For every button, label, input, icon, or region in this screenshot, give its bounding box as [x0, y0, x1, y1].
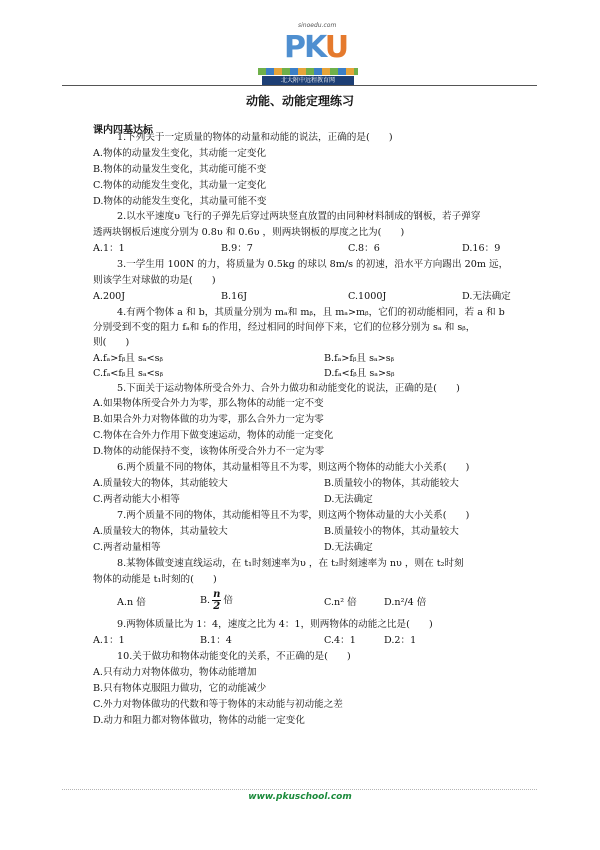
q9-option-c: C.4：1 [324, 635, 356, 646]
q3-stem-line2: 则该学生对球做的功是( ) [93, 275, 216, 286]
q6-stem: 6.两个质量不同的物体，其动量相等且不为零，则这两个物体的动能大小关系( ) [117, 462, 470, 473]
q2-stem-line2: 透两块钢板后速度分别为 0.8υ 和 0.6υ ，则两块钢板的厚度之比为( ) [93, 227, 405, 238]
q10-option-b: B.只有物体克服阻力做功，它的动能减少 [93, 683, 267, 694]
q6-option-c: C.两者动能大小相等 [93, 494, 180, 505]
q3-option-a: A.200J [93, 291, 126, 302]
q10-option-d: D.动力和阻力都对物体做功，物体的动能一定变化 [93, 715, 305, 726]
footer-divider [62, 789, 537, 790]
q9-option-d: D.2：1 [384, 635, 417, 646]
logo-org-name: 北大附中远程教育网 [262, 76, 354, 85]
q6-option-d: D.无法确定 [324, 494, 373, 505]
q9-stem: 9.两物体质量比为 1：4，速度之比为 4：1，则两物体的动能之比是( ) [117, 619, 433, 630]
q4-option-a: A.fₐ>fᵦ且 sₐ<sᵦ [93, 353, 164, 364]
q4-stem-line3: 则( ) [93, 337, 130, 348]
q6-option-b: B.质量较小的物体，其动能较大 [324, 478, 459, 489]
q1-option-b: B.物体的动量发生变化，其动能可能不变 [93, 164, 267, 175]
q8-stem-line1: 8.某物体做变速直线运动，在 t₁时刻速率为υ ，在 t₂时刻速率为 nυ ，则在 t₂时刻 [117, 558, 464, 569]
q3-option-d: D.无法确定 [462, 291, 511, 302]
q7-stem: 7.两个质量不同的物体，其动能相等且不为零，则这两个物体动量的大小关系( ) [117, 510, 470, 521]
q1-option-a: A.物体的动量发生变化，其动能一定变化 [93, 148, 267, 159]
q5-option-a: A.如果物体所受合外力为零，那么物体的动能一定不变 [93, 398, 324, 409]
q2-option-c: C.8：6 [348, 243, 380, 254]
q1-option-c: C.物体的动能发生变化，其动量一定变化 [93, 180, 267, 191]
q8-option-a: A.n 倍 [117, 597, 146, 608]
q4-option-b: B.fₐ>fᵦ且 sₐ>sᵦ [324, 353, 395, 364]
footer-url[interactable]: www.pkuschool.com [248, 792, 352, 802]
q10-stem: 10.关于做功和物体动能变化的关系，不正确的是( ) [117, 651, 351, 662]
q10-option-a: A.只有动力对物体做功，物体动能增加 [93, 667, 257, 678]
logo-site-text: sinoedu.com [298, 22, 337, 29]
q5-option-c: C.物体在合外力作用下做变速运动，物体的动能一定变化 [93, 430, 334, 441]
q5-option-d: D.物体的动能保持不变，该物体所受合外力不一定为零 [93, 446, 325, 457]
q8-stem-line2: 物体的动能是 t₁时刻的( ) [93, 574, 217, 585]
q2-stem-line1: 2.以水平速度υ 飞行的子弹先后穿过两块竖直放置的由同种材料制成的钢板，若子弹穿 [117, 211, 481, 222]
q8-option-d: D.n²/4 倍 [384, 597, 427, 608]
header-divider [62, 85, 537, 86]
q3-option-c: C.1000J [348, 291, 387, 302]
logo-mark: PKU [284, 30, 348, 65]
q9-option-b: B.1：4 [200, 635, 232, 646]
q1-stem: 1.下列关于一定质量的物体的动量和动能的说法，正确的是( ) [117, 132, 393, 143]
pku-logo [258, 22, 360, 84]
q2-option-d: D.16：9 [462, 243, 501, 254]
q4-option-c: C.fₐ<fᵦ且 sₐ<sᵦ [93, 368, 164, 379]
q7-option-a: A.质量较大的物体，其动量较大 [93, 526, 228, 537]
q7-option-c: C.两者动量相等 [93, 542, 161, 553]
q10-option-c: C.外力对物体做功的代数和等于物体的末动能与初动能之差 [93, 699, 343, 710]
q3-option-b: B.16J [221, 291, 248, 302]
q2-option-b: B.9：7 [221, 243, 253, 254]
q7-option-d: D.无法确定 [324, 542, 373, 553]
q3-stem-line1: 3.一学生用 100N 的力，将质量为 0.5kg 的球以 8m/s 的初速，沿水平方向踢出 20m 远， [117, 259, 509, 270]
q7-option-b: B.质量较小的物体，其动量较大 [324, 526, 459, 537]
q6-option-a: A.质量较大的物体，其动能较大 [93, 478, 228, 489]
q1-option-d: D.物体的动能发生变化，其动量可能不变 [93, 196, 267, 207]
q4-stem-line2: 分别受到不变的阻力 fₐ和 fᵦ的作用，经过相同的时间停下来，它们的位移分别为 sₐ 和 sᵦ， [93, 322, 476, 333]
q8-option-b: B. $\frac{n}{2}$ 倍 [200, 589, 233, 612]
logo-stripe [258, 68, 358, 75]
q4-stem-line1: 4.有两个物体 a 和 b，其质量分别为 mₐ和 mᵦ，且 mₐ>mᵦ，它们的初动能相同，若 a 和 b [117, 307, 505, 318]
page-title: 动能、动能定理练习 [245, 94, 354, 108]
q8-fraction: $\frac{n}{2}$ [213, 589, 221, 612]
q5-stem: 5.下面关于运动物体所受合外力、合外力做功和动能变化的说法，正确的是( ) [117, 383, 460, 394]
q8-option-c: C.n² 倍 [324, 597, 357, 608]
q4-option-d: D.fₐ<fᵦ且 sₐ>sᵦ [324, 368, 395, 379]
q2-option-a: A.1：1 [93, 243, 125, 254]
q9-option-a: A.1：1 [93, 635, 125, 646]
section-heading: 课内四基达标 [93, 125, 153, 136]
q5-option-b: B.如果合外力对物体做的功为零，那么合外力一定为零 [93, 414, 324, 425]
